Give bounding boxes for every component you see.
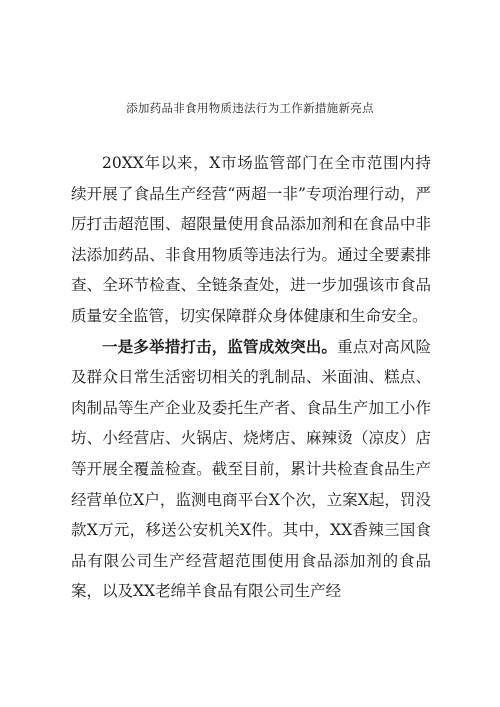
paragraph-measures-text: 重点对高风险及群众日常生活密切相关的乳制品、米面油、糕点、肉制品等生产企业及委托生产者、食品生产加工小作坊、小经营店、火锅店、烧烤店、麻辣烫（凉皮）店等开展全覆盖检查。截至目前，累计共检查食品生产经营单位X户，监测电商平台X个次，立案X起，罚没款X万元，移送公安机关X件。其中，XX香辣三国食品有限公司生产经营超范围使用食品添加剂的食品案，以及XX老绵羊食品有限公司生产经 bbox=[71, 337, 431, 601]
paragraph-measures bbox=[71, 332, 431, 607]
document-body bbox=[71, 148, 431, 607]
document-title: 添加药品非食用物质违法行为工作新措施新亮点 bbox=[126, 101, 374, 115]
paragraph-intro: 20XX年以来，X市场监管部门在全市范围内持续开展了食品生产经营“两超一非”专项治理行动，严厉打击超范围、超限量使用食品添加剂和在食品中非法添加药品、非食用物质等违法行为。通过全要素排查、全环节检查、全链条查处，进一步加强该市食品质量安全监管，切实保障群众身体健康和生命安全。 bbox=[71, 154, 431, 325]
paragraph-lead-heading: 一是多举措打击，监管成效突出。 bbox=[102, 336, 338, 356]
